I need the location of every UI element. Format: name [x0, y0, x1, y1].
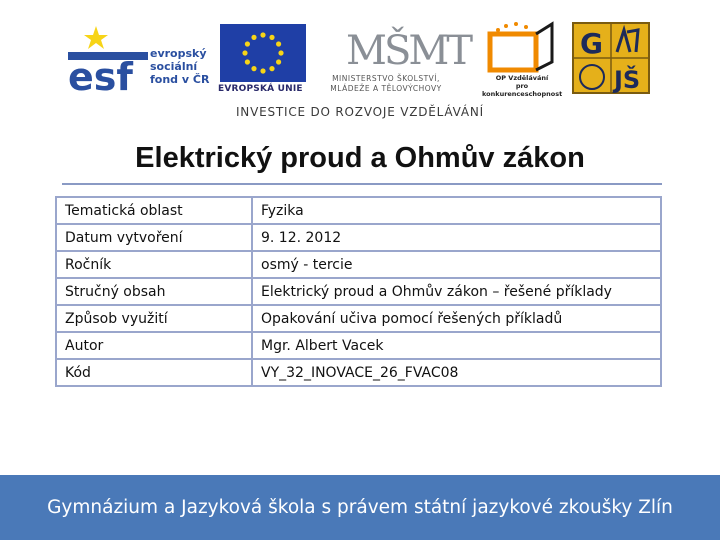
- op-vzdelavani-logo: [486, 22, 558, 74]
- esf-caption-line: fond v ČR: [150, 73, 210, 86]
- msmt-logo-text: MŠMT: [346, 28, 470, 74]
- esf-star-icon: [84, 26, 108, 49]
- table-row: [56, 305, 661, 332]
- investice-caption: INVESTICE DO ROZVOJE VZDĚLÁVÁNÍ: [235, 105, 485, 119]
- table-value-cell: Mgr. Albert Vacek: [252, 332, 661, 359]
- esf-logo-text: esf: [68, 55, 133, 99]
- table-key-cell: Ročník: [56, 251, 252, 278]
- table-value-cell: osmý - tercie: [252, 251, 661, 278]
- logo-bar: [0, 0, 720, 130]
- op-caption-line: OP Vzdělávání: [495, 74, 549, 82]
- table-value-cell: 9. 12. 2012: [252, 224, 661, 251]
- table-value-cell: Fyzika: [252, 197, 661, 224]
- msmt-logo: [340, 20, 470, 75]
- table-value-cell: Elektrický proud a Ohmův zákon – řešené příklady: [252, 278, 661, 305]
- msmt-caption-line: MINISTERSTVO ŠKOLSTVÍ,: [332, 74, 440, 83]
- eu-caption: EVROPSKÁ UNIE: [218, 84, 303, 94]
- table-row: [56, 278, 661, 305]
- table-row: [56, 224, 661, 251]
- table-value-cell: Opakování učiva pomocí řešených příkladů: [252, 305, 661, 332]
- school-logo: [572, 22, 650, 94]
- table-key-cell: Kód: [56, 359, 252, 386]
- info-table: [55, 196, 662, 387]
- op-caption: [482, 74, 562, 98]
- school-logo-text-bottom: JŠ: [614, 66, 641, 94]
- title-divider: [62, 183, 662, 185]
- table-row: [56, 197, 661, 224]
- school-logo-text-top: G: [580, 27, 603, 60]
- table-row: [56, 251, 661, 278]
- esf-logo: [66, 22, 152, 99]
- msmt-caption: [312, 74, 460, 94]
- table-key-cell: Stručný obsah: [56, 278, 252, 305]
- eu-stars-icon: [220, 24, 306, 82]
- esf-caption: [150, 47, 209, 86]
- table-key-cell: Způsob využití: [56, 305, 252, 332]
- esf-caption-line: evropský: [150, 47, 207, 60]
- footer-text: Gymnázium a Jazyková škola s právem státní jazykové zkoušky Zlín: [47, 497, 673, 518]
- table-value-cell: VY_32_INOVACE_26_FVAC08: [252, 359, 661, 386]
- table-key-cell: Tematická oblast: [56, 197, 252, 224]
- esf-caption-line: sociální: [150, 60, 198, 73]
- footer-banner: [0, 475, 720, 540]
- eu-flag-logo: [220, 24, 306, 82]
- page-title: Elektrický proud a Ohmův zákon: [135, 142, 585, 174]
- msmt-caption-line: MLÁDEŽE A TĚLOVÝCHOVY: [330, 84, 442, 93]
- table-key-cell: Datum vytvoření: [56, 224, 252, 251]
- op-frame: [490, 34, 536, 70]
- table-key-cell: Autor: [56, 332, 252, 359]
- table-row: [56, 332, 661, 359]
- op-caption-line: pro konkurenceschopnost: [482, 82, 563, 98]
- table-row: [56, 359, 661, 386]
